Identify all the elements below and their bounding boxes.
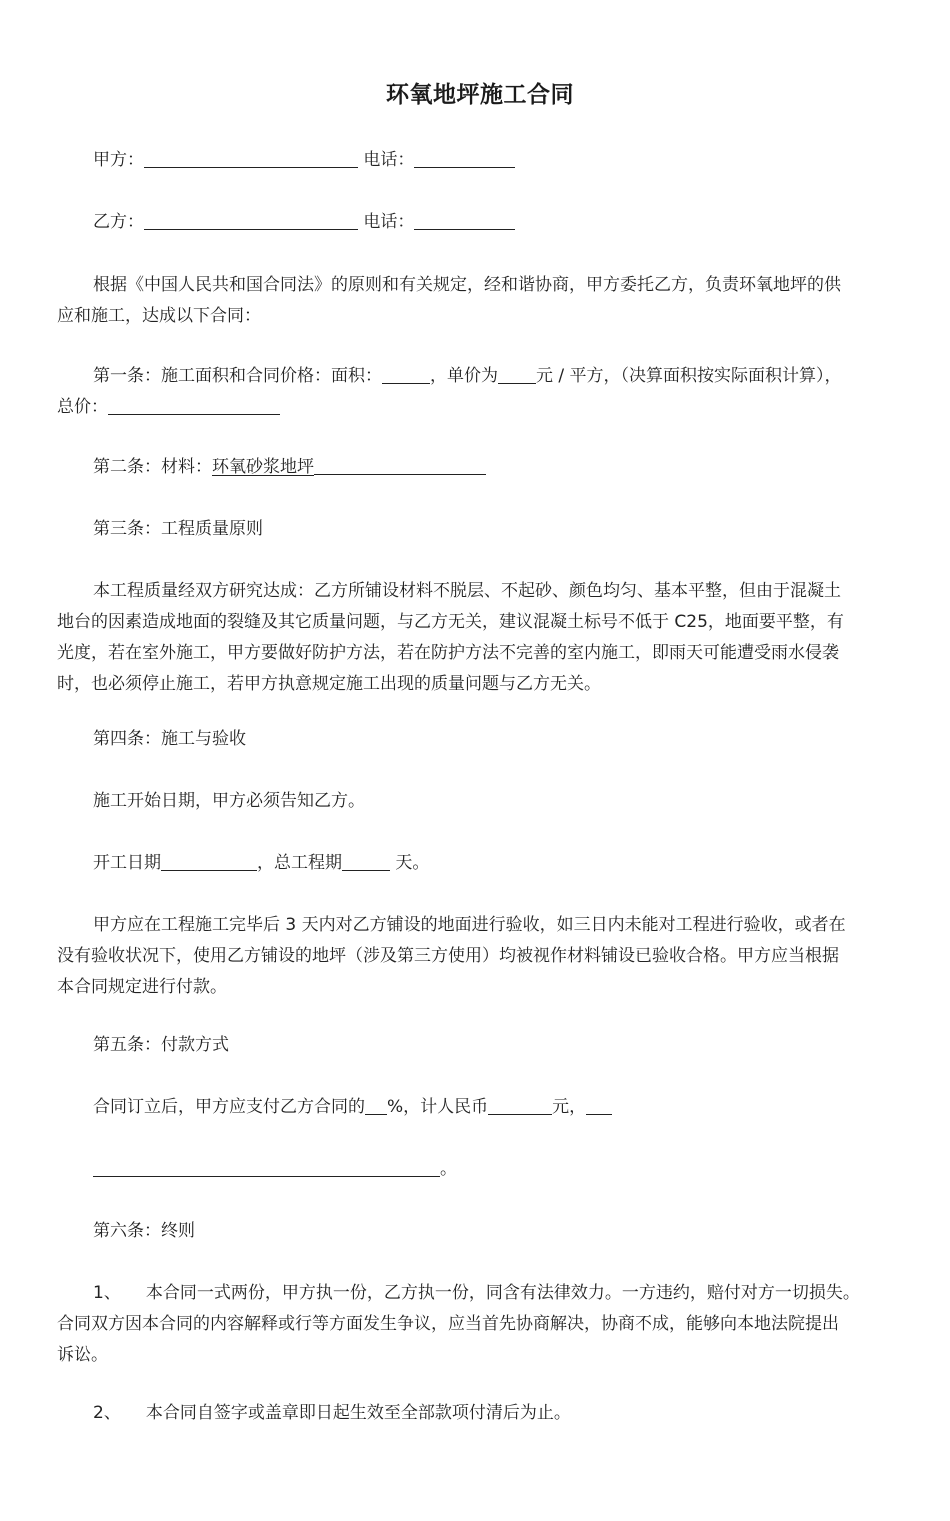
item-1-line-2: 合同双方因本合同的内容解释或行等方面发生争议，应当首先协商解决，协商不成，能够向本地法院提出	[57, 1314, 839, 1334]
party-a-line	[57, 145, 903, 176]
article-6-item-1	[57, 1278, 903, 1371]
unit-price-unit: 元 / 平方，（决算面积按实际面积计算），	[536, 366, 842, 386]
article-5-continuation	[57, 1154, 903, 1185]
article-4-start-notice: 施工开始日期，甲方必须告知乙方。	[93, 791, 365, 811]
document-title: 环氧地坪施工合同	[386, 82, 574, 108]
material-value: 环氧砂浆地坪	[212, 457, 314, 477]
article-1	[57, 361, 903, 423]
article-1-prefix: 第一条：施工面积和合同价格：面积：	[93, 366, 382, 386]
article-6-heading: 第六条：终则	[93, 1221, 195, 1241]
item-2-text: 本合同自签字或盖章即日起生效至全部款项付清后为止。	[145, 1403, 571, 1423]
article-3-line-4: 时，也必须停止施工，若甲方执意规定施工出现的质量问题与乙方无关。	[57, 674, 601, 694]
unit-price-label: ，单价为	[430, 366, 498, 386]
article-3-line-1: 本工程质量经双方研究达成：乙方所铺设材料不脱层、不起砂、颜色均匀、基本平整，但由于混凝土	[93, 581, 841, 601]
acceptance-line-1: 甲方应在工程施工完毕后 3 天内对乙方铺设的地面进行验收，如三日内未能对工程进行验收，或者在	[93, 915, 846, 935]
start-date-blank	[161, 851, 257, 871]
total-price-line	[57, 392, 903, 423]
article-4-dates	[57, 848, 903, 879]
intro-line-2: 应和施工，达成以下合同：	[57, 306, 261, 326]
party-a-name-blank	[144, 148, 358, 168]
amount-blank	[488, 1095, 552, 1115]
material-label: 第二条：材料：	[93, 457, 212, 477]
area-blank	[382, 364, 430, 384]
unit-price-blank	[498, 364, 536, 384]
article-5-heading: 第五条：付款方式	[93, 1035, 229, 1055]
start-date-label: 开工日期	[93, 853, 161, 873]
payment-text-b: %，计人民币	[387, 1097, 489, 1117]
acceptance-line-3: 本合同规定进行付款。	[57, 977, 227, 997]
item-1-line-3: 诉讼。	[57, 1345, 108, 1365]
percent-blank	[365, 1095, 387, 1115]
party-b-phone-label: 电话：	[363, 212, 415, 232]
party-b-line	[57, 207, 903, 238]
item-1-number: 1、	[93, 1283, 121, 1303]
party-b-phone-blank	[414, 210, 515, 230]
party-a-label: 甲方：	[93, 150, 144, 170]
payment-text-c: 元，	[552, 1097, 587, 1117]
intro-line-1: 根据《中国人民共和国合同法》的原则和有关规定，经和谐协商，甲方委托乙方，负责环氧地坪的供	[93, 275, 841, 295]
article-3-heading: 第三条：工程质量原则	[93, 519, 263, 539]
article-5-payment	[57, 1092, 903, 1123]
article-2	[57, 452, 903, 483]
article-4-acceptance	[57, 910, 903, 1003]
article-6-item-2	[57, 1398, 903, 1429]
party-b-name-blank	[144, 210, 358, 230]
period-unit: 天。	[390, 853, 430, 873]
amount-words-blank	[586, 1095, 612, 1115]
article-3-line-2: 地台的因素造成地面的裂缝及其它质量问题，与乙方无关，建议混凝土标号不低于 C25，地面要平整，有	[57, 612, 844, 632]
article-3-body	[57, 576, 903, 700]
intro-paragraph	[57, 270, 903, 332]
article-3-line-3: 光度，若在室外施工，甲方要做好防护方法，若在防护方法不完善的室内施工，即雨天可能遭受雨水侵袭	[57, 643, 839, 663]
period-blank	[342, 851, 390, 871]
acceptance-line-2: 没有验收状况下，使用乙方铺设的地坪（涉及第三方使用）均被视作材料铺设已验收合格。甲方应当根据	[57, 946, 839, 966]
payment-continuation-blank	[93, 1157, 440, 1177]
item-1-line-1: 本合同一式两份，甲方执一份，乙方执一份，同含有法律效力。一方违约，赔付对方一切损失。	[145, 1283, 860, 1303]
party-b-label: 乙方：	[93, 212, 144, 232]
total-price-label: 总价：	[57, 397, 108, 417]
item-2-number: 2、	[93, 1403, 121, 1423]
total-price-blank	[108, 395, 280, 415]
article-4-heading: 第四条：施工与验收	[93, 729, 246, 749]
payment-end-mark: 。	[440, 1159, 457, 1179]
party-a-phone-label: 电话：	[363, 150, 415, 170]
party-a-phone-blank	[414, 148, 515, 168]
period-label: ，总工程期	[257, 853, 342, 873]
material-blank	[314, 455, 486, 475]
payment-text-a: 合同订立后，甲方应支付乙方合同的	[93, 1097, 365, 1117]
